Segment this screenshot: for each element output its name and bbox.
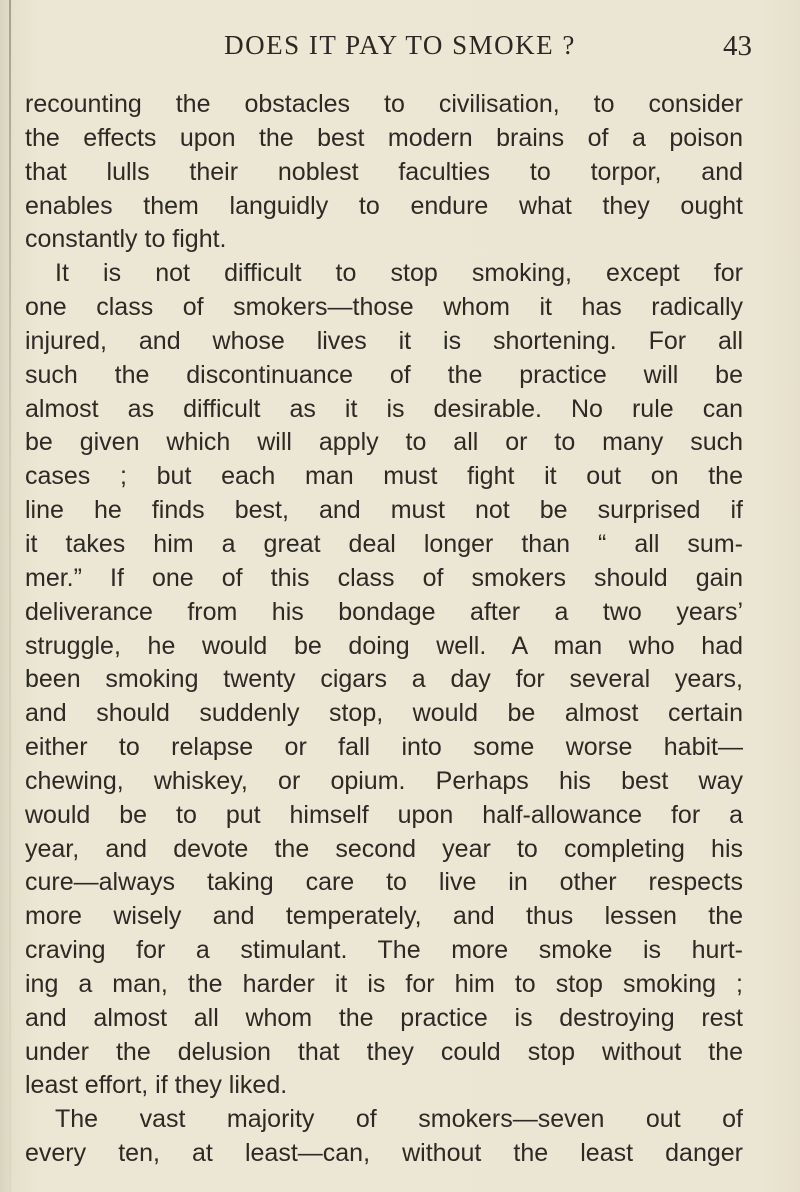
running-head: DOES IT PAY TO SMOKE ?	[224, 30, 576, 60]
text-line: the effects upon the best modern brains of a poison	[25, 123, 743, 152]
text-line: enables them languidly to endure what they ought	[25, 191, 743, 220]
text-line: either to relapse or fall into some worse habit—	[25, 733, 743, 762]
text-line: every ten, at least—can, without the least danger	[25, 1139, 743, 1168]
text-line: more wisely and temperately, and thus lessen the	[25, 902, 743, 931]
text-line: almost as difficult as it is desirable. No rule can	[25, 394, 743, 423]
text-line: cure—always taking care to live in other respects	[25, 868, 743, 897]
text-line: recounting the obstacles to civilisation, to consider	[25, 90, 743, 118]
text-line: struggle, he would be doing well. A man who had	[25, 631, 743, 660]
text-line: least effort, if they liked.	[25, 1071, 288, 1100]
text-line: ing a man, the harder it is for him to stop smoking ;	[25, 969, 743, 998]
body-text	[25, 88, 743, 1171]
text-line: chewing, whiskey, or opium. Perhaps his best way	[25, 766, 743, 795]
text-line: The vast majority of smokers—seven out of	[55, 1105, 743, 1134]
binding-shadow	[9, 0, 11, 1192]
text-line: deliverance from his bondage after a two years’	[25, 597, 743, 626]
text-line: and almost all whom the practice is destroying rest	[25, 1003, 743, 1032]
text-line: it takes him a great deal longer than “ all sum-	[25, 529, 743, 558]
text-line: craving for a stimulant. The more smoke is hurt-	[25, 936, 743, 965]
text-line: year, and devote the second year to completing his	[25, 834, 743, 863]
text-line: been smoking twenty cigars a day for several years,	[25, 665, 743, 694]
text-line: one class of smokers—those whom it has radically	[25, 293, 743, 322]
page-header	[0, 30, 800, 80]
text-line: and should suddenly stop, would be almost certain	[25, 699, 743, 728]
text-line: that lulls their noblest faculties to torpor, and	[25, 157, 743, 186]
text-line: would be to put himself upon half-allowance for a	[25, 800, 743, 829]
text-line: mer.” If one of this class of smokers should gain	[25, 563, 743, 592]
text-line: under the delusion that they could stop without the	[25, 1037, 743, 1066]
text-line: cases ; but each man must fight it out on the	[25, 462, 743, 491]
page-number: 43	[723, 30, 752, 62]
text-line: constantly to fight.	[25, 225, 227, 254]
text-line: It is not difficult to stop smoking, except for	[55, 259, 743, 288]
text-line: be given which will apply to all or to many such	[25, 428, 743, 457]
text-line: line he finds best, and must not be surprised if	[25, 496, 743, 525]
text-line: such the discontinuance of the practice will be	[25, 360, 743, 389]
text-line: injured, and whose lives it is shortening. For all	[25, 326, 743, 355]
